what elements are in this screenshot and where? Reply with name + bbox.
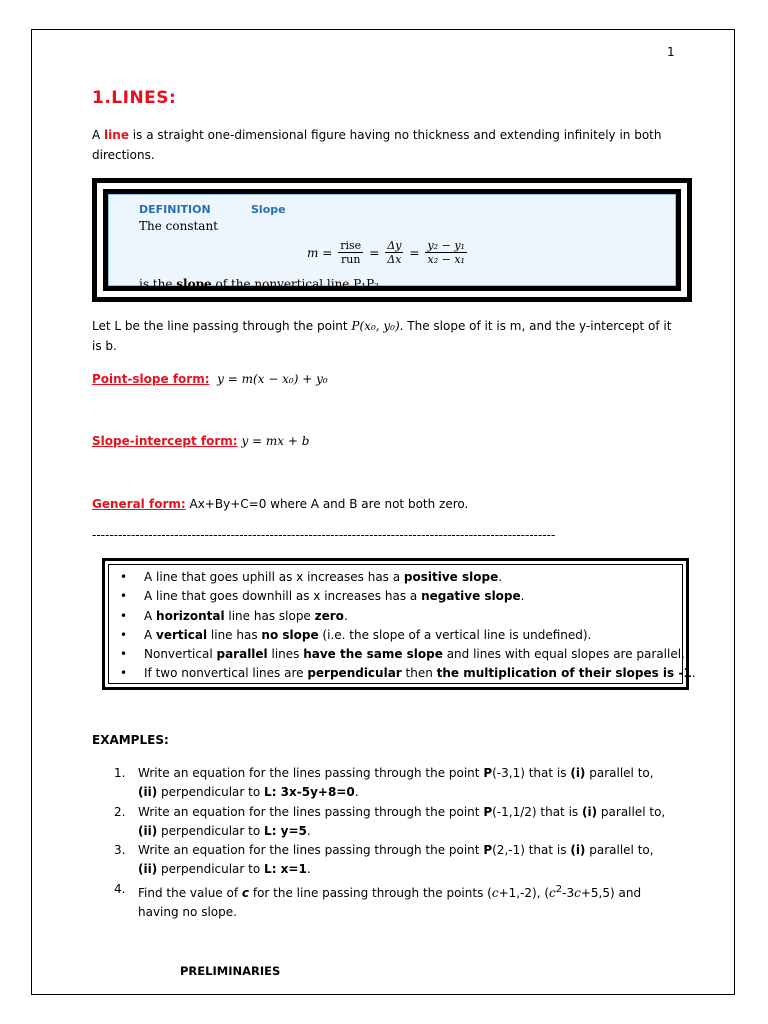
- separator-dashes: -----------------------------------------------------------------------------------------------------------: [92, 528, 556, 542]
- slope-facts-list: [119, 568, 696, 684]
- list-item: • If two nonvertical lines are perpendicular then the multiplication of their slopes is -1.: [119, 664, 696, 683]
- list-item: 3. Write an equation for the lines passing through the point P(2,-1) that is (i) parallel to, (ii) perpendicular to L: x=1.: [114, 843, 654, 877]
- list-item: 1. Write an equation for the lines passing through the point P(-3,1) that is (i) parallel to, (ii) perpendicular to L: 3x-5y+8=0.: [114, 766, 654, 800]
- point-slope-form: Point-slope form: y = m(x − x₀) + y₀: [92, 372, 328, 386]
- definition-word: Slope: [251, 203, 286, 216]
- list-item: • A vertical line has no slope (i.e. the slope of a vertical line is undefined).: [119, 626, 696, 645]
- section-heading: 1.LINES:: [92, 88, 177, 108]
- slope-formula: m = $\frac{\text{rise}}{\text{run}}$ = $\frac{\Delta y}{\Delta x}$ = $\frac{\text{y₂ − y₁}}{\text{x₂ − x₁}}$: [307, 239, 465, 266]
- general-form: General form: Ax+By+C=0 where A and B are not both zero.: [92, 497, 469, 511]
- list-item: • A line that goes downhill as x increases has a negative slope.: [119, 587, 696, 606]
- let-line-paragraph: Let L be the line passing through the point P(x₀, y₀). The slope of it is m, and the y-intercept of it is b.: [92, 319, 672, 353]
- definition-line-1: The constant: [139, 219, 219, 233]
- list-item: 4. Find the value of c for the line passing through the points (c+1,-2), $(c^2-3c+5,5)$ and having no slope.: [114, 881, 642, 920]
- slope-facts-box: [102, 558, 696, 690]
- list-item: • Nonvertical parallel lines have the same slope and lines with equal slopes are parallel.: [119, 645, 696, 664]
- slope-intercept-form: Slope-intercept form: y = mx + b: [92, 434, 310, 448]
- page-number: 1: [667, 45, 675, 59]
- definition-line-2: is the slope of the nonvertical line P₁P₂.: [139, 277, 383, 291]
- footer-title: PRELIMINARIES: [180, 964, 281, 978]
- definition-label: DEFINITION: [139, 203, 211, 216]
- examples-title: EXAMPLES:: [92, 733, 169, 747]
- intro-paragraph: A line is a straight one-dimensional figure having no thickness and extending infinitely in both directions.: [92, 128, 662, 162]
- list-item: • A line that goes uphill as x increases has a positive slope.: [119, 568, 696, 587]
- examples-list: [114, 764, 674, 922]
- definition-box: [92, 178, 692, 302]
- list-item: 2. Write an equation for the lines passing through the point P(-1,1/2) that is (i) parallel to, (ii) perpendicular to L: y=5.: [114, 804, 666, 838]
- list-item: • A horizontal line has slope zero.: [119, 607, 696, 626]
- line-term: line: [104, 128, 129, 142]
